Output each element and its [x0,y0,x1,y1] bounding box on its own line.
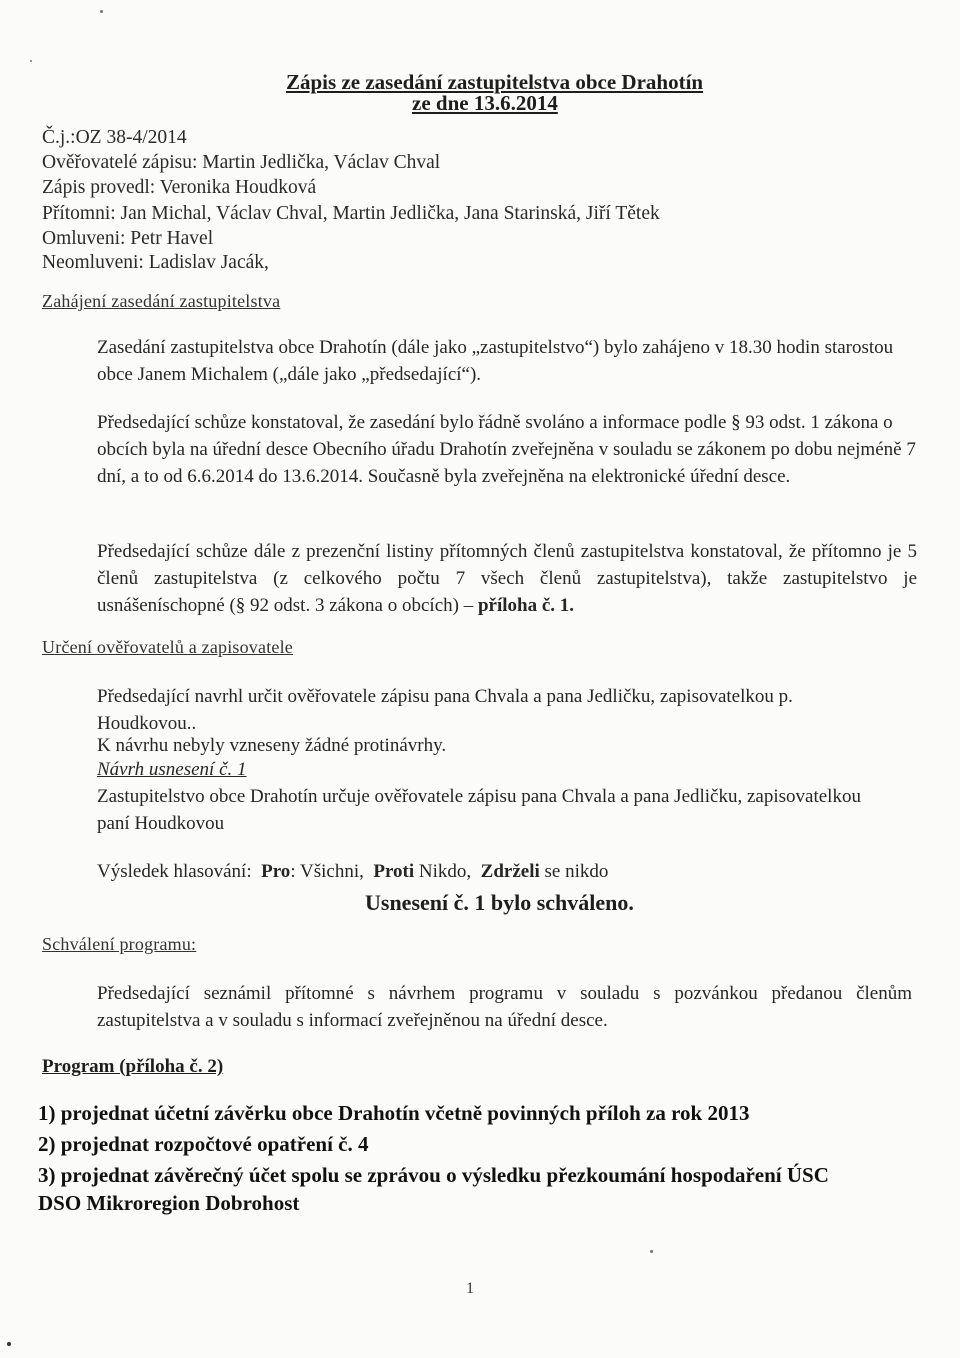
program-intro-paragraph: Předsedající seznámil přítomné s návrhem programu v souladu s pozvánkou předanou členům zastupitelstva a v souladu s informací zveřejněnou na úřední desce. [97,983,912,1031]
document-date: ze dne 13.6.2014 [412,91,558,115]
present-line: Přítomni: Jan Michal, Václav Chval, Martin Jedlička, Jana Starinská, Jiří Tětek [42,203,660,224]
document-title: Zápis ze zasedání zastupitelstva obce Drahotín [286,70,704,94]
program-item-3: 3) projednat závěrečný účet spolu se zprávou o výsledku přezkoumání hospodaření ÚSC [38,1163,829,1187]
program-item-2: 2) projednat rozpočtové opatření č. 4 [38,1132,369,1156]
program-heading: Program (příloha č. 2) [42,1056,224,1077]
annex-1-reference: příloha č. 1. [477,595,575,616]
resolution-result: Usnesení č. 1 bylo schváleno. [365,890,634,915]
vote-against-value: Nikdo, [418,861,472,882]
scan-speck [650,1250,653,1253]
program-item-3-continued: DSO Mikroregion Dobrohost [38,1191,300,1215]
program-item-1: 1) projednat účetní závěrku obce Drahotín včetně povinných příloh za rok 2013 [38,1101,750,1125]
reference-number: Č.j.:OZ 38-4/2014 [42,127,187,148]
verifiers-line: Ověřovatelé zápisu: Martin Jedlička, Václav Chval [42,152,441,173]
vote-for-label: Pro [261,861,291,882]
excused-line: Omluveni: Petr Havel [42,228,214,249]
vote-abstain-value: se nikdo [544,861,609,882]
section-heading-program: Schválení programu: [42,934,197,954]
motion-text: Zastupitelstvo obce Drahotín určuje ověřovatele zápisu pana Chvala a pana Jedličku, zapisovatelkou paní Houdkovou [97,786,861,834]
motion-label: Návrh usnesení č. 1 [97,759,247,780]
recorder-line: Zápis provedl: Veronika Houdková [42,177,317,198]
page-number: 1 [466,1280,474,1297]
notice-paragraph: Předsedající schůze konstatoval, že zasedání bylo řádně svoláno a informace podle § 93 odst. 1 zákona o obcích byla na úřední desce Obecního úřadu Drahotín zveřejněna v souladu se zákonem po dobu nejméně 7 dní, a to od 6.6.2014 do 13.6.2014. Současně byla zveřejněna na elektronické úřední desce. [97,412,916,487]
vote-label: Výsledek hlasování: [97,861,252,882]
opening-paragraph: Zasedání zastupitelstva obce Drahotín (dále jako „zastupitelstvo“) bylo zahájeno v 18.30 hodin starostou obce Janem Michalem („dále jako „předsedající“). [97,337,894,385]
quorum-paragraph [97,538,917,619]
scan-speck [100,10,103,13]
quorum-text: Předsedající schůze dále z prezenční listiny přítomných členů zastupitelstva konstatoval, že přítomno je 5 členů zastupitelstva (z celkového počtu 7 všech členů zastupitelstva), takže zastupitelstvo je usnášeníschopné (§ 92 odst. 3 zákona o obcích) – [97,541,917,616]
scan-speck [7,1342,11,1346]
vote-result-line [97,858,608,885]
verifiers-proposal: Předsedající navrhl určit ověřovatele zápisu pana Chvala a pana Jedličku, zapisovatelkou p. Houdkovou.. [97,686,793,734]
unexcused-line: Neomluveni: Ladislav Jacák, [42,252,269,273]
section-heading-opening: Zahájení zasedání zastupitelstva [42,291,281,311]
vote-abstain-label: Zdrželi [480,861,540,882]
no-counterproposals: K návrhu nebyly vzneseny žádné protinávrhy. [97,735,447,756]
vote-against-label: Proti [373,861,415,882]
section-heading-verifiers: Určení ověřovatelů a zapisovatele [42,637,293,657]
scan-speck [30,60,32,62]
vote-for-value: : Všichni, [290,861,364,882]
